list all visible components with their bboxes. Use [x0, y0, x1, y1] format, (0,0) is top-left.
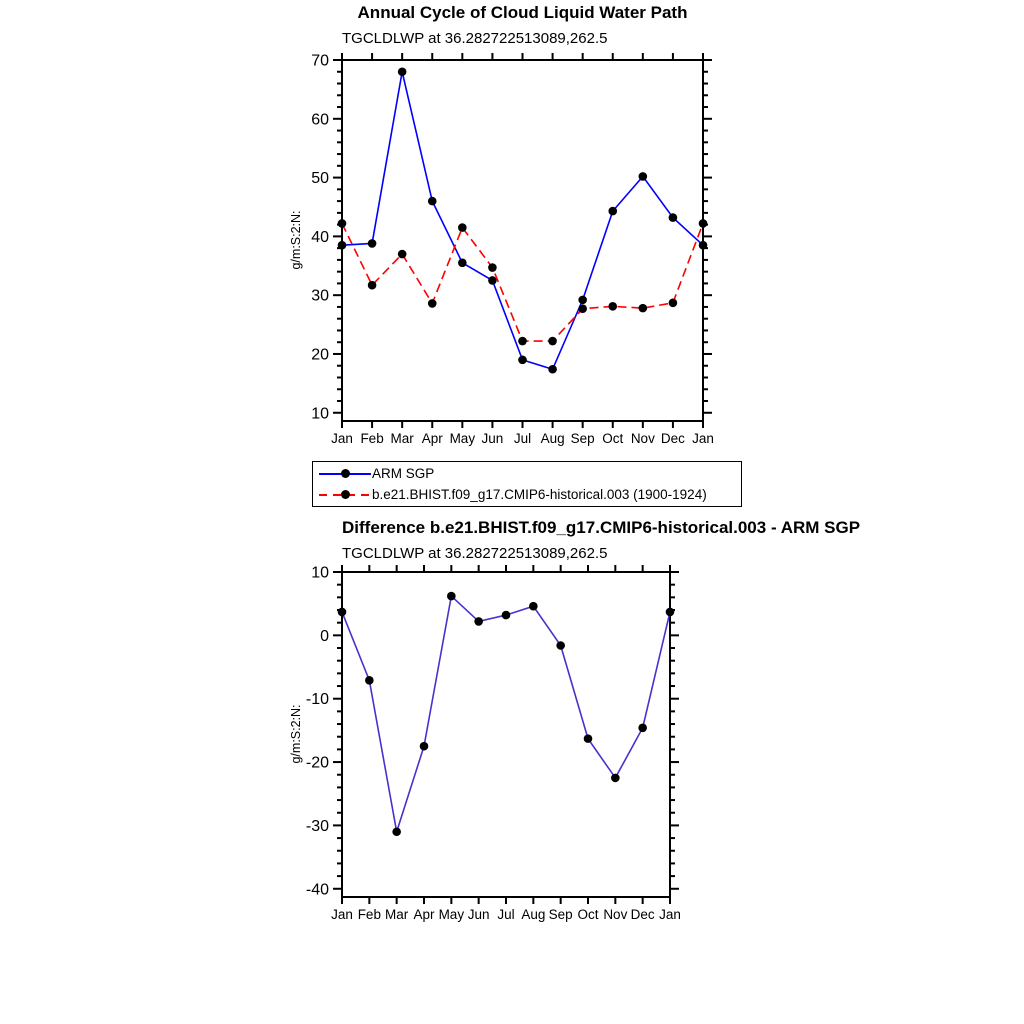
- tick-label: Jun: [481, 431, 504, 446]
- data-point-marker: [398, 250, 407, 259]
- data-point-marker: [420, 742, 429, 751]
- data-point-marker: [368, 281, 377, 290]
- tick-label: Aug: [521, 907, 546, 922]
- top-chart-y-axis-label: g/m:S:2:N:: [289, 210, 303, 270]
- data-point-marker: [428, 299, 437, 308]
- series-difference: [338, 592, 675, 836]
- tick-label: -40: [305, 881, 329, 899]
- data-point-marker: [578, 296, 587, 305]
- data-point-marker: [474, 617, 483, 626]
- tick-label: Mar: [385, 907, 409, 922]
- tick-label: Feb: [360, 431, 384, 446]
- tick-label: May: [438, 907, 465, 922]
- legend-line-sample-dashed-red: [318, 484, 372, 505]
- y-axis: [311, 53, 712, 423]
- data-point-marker: [611, 774, 620, 783]
- data-point-marker: [502, 611, 511, 620]
- tick-label: Sep: [570, 431, 595, 446]
- tick-label: 0: [320, 627, 329, 645]
- tick-label: Jul: [513, 431, 532, 446]
- marker-dot-icon: [341, 490, 350, 499]
- data-point-marker: [608, 302, 617, 311]
- tick-label: Feb: [357, 907, 381, 922]
- data-point-marker: [548, 365, 557, 374]
- tick-label: Nov: [630, 431, 655, 446]
- data-point-marker: [548, 337, 557, 346]
- data-point-marker: [447, 592, 456, 601]
- data-point-marker: [518, 356, 527, 365]
- tick-label: Jan: [659, 907, 681, 922]
- plot-box: [342, 572, 670, 897]
- data-point-marker: [458, 259, 467, 268]
- tick-label: 20: [311, 346, 329, 364]
- tick-label: Jan: [331, 431, 353, 446]
- tick-label: -10: [305, 691, 329, 709]
- tick-label: 10: [311, 405, 329, 423]
- tick-label: Jan: [331, 907, 353, 922]
- tick-label: May: [449, 431, 476, 446]
- tick-label: Mar: [390, 431, 414, 446]
- tick-label: Dec: [630, 907, 655, 922]
- data-point-marker: [578, 304, 587, 313]
- annual-cycle-plot: [311, 53, 714, 447]
- legend-box: [312, 461, 742, 507]
- data-point-marker: [392, 827, 401, 836]
- data-point-marker: [699, 241, 708, 250]
- data-point-marker: [699, 219, 708, 228]
- legend-entry-arm-sgp: [318, 463, 733, 484]
- tick-label: Apr: [413, 907, 435, 922]
- marker-dot-icon: [341, 469, 350, 478]
- tick-label: 60: [311, 111, 329, 129]
- tick-label: 10: [311, 564, 329, 582]
- tick-label: Sep: [548, 907, 573, 922]
- tick-label: Oct: [602, 431, 624, 446]
- data-point-marker: [669, 213, 678, 222]
- data-point-marker: [458, 223, 467, 232]
- data-point-marker: [638, 724, 647, 733]
- tick-label: 70: [311, 52, 329, 70]
- data-point-marker: [368, 239, 377, 248]
- plot-box: [342, 60, 703, 421]
- legend-label: b.e21.BHIST.f09_g17.CMIP6-historical.003 (1900-1924): [372, 487, 707, 502]
- tick-label: Jan: [692, 431, 714, 446]
- data-point-marker: [669, 299, 678, 308]
- tick-label: -20: [305, 754, 329, 772]
- legend-entry-model: [318, 484, 733, 505]
- tick-label: Jun: [467, 907, 490, 922]
- tick-label: 50: [311, 170, 329, 188]
- data-point-marker: [529, 602, 538, 611]
- tick-label: 40: [311, 228, 329, 246]
- data-point-marker: [666, 608, 675, 617]
- tick-label: -30: [305, 817, 329, 835]
- tick-label: Dec: [660, 431, 685, 446]
- tick-label: Nov: [603, 907, 628, 922]
- tick-label: Jul: [497, 907, 515, 922]
- data-point-marker: [338, 219, 347, 228]
- bottom-chart-title: Difference b.e21.BHIST.f09_g17.CMIP6-historical.003 - ARM SGP: [342, 518, 861, 537]
- data-point-marker: [518, 337, 527, 346]
- data-point-marker: [556, 641, 565, 650]
- data-point-marker: [608, 207, 617, 216]
- data-point-marker: [488, 276, 497, 285]
- tick-label: Oct: [577, 907, 599, 922]
- tick-label: Aug: [540, 431, 565, 446]
- tick-label: 30: [311, 287, 329, 305]
- data-point-marker: [639, 304, 648, 313]
- top-chart-subtitle: TGCLDLWP at 36.282722513089,262.5: [342, 30, 608, 47]
- data-point-marker: [639, 172, 648, 181]
- legend-label: ARM SGP: [372, 466, 435, 481]
- bottom-chart-y-axis-label: g/m:S:2:N:: [289, 704, 303, 764]
- tick-label: Apr: [421, 431, 443, 446]
- data-point-marker: [398, 67, 407, 76]
- x-axis: [331, 53, 714, 446]
- series-arm-sgp: [338, 67, 708, 373]
- data-point-marker: [488, 263, 497, 272]
- top-chart-title: Annual Cycle of Cloud Liquid Water Path: [357, 3, 688, 22]
- legend-line-sample-solid-blue: [318, 463, 372, 484]
- data-point-marker: [338, 608, 347, 617]
- series-b-e21-bhist-f09-g17-cmip6-historical-003-1900-1924: [338, 219, 708, 345]
- data-point-marker: [338, 241, 347, 250]
- y-axis: [306, 565, 679, 899]
- data-point-marker: [365, 676, 374, 685]
- data-point-marker: [584, 734, 593, 743]
- bottom-chart-subtitle: TGCLDLWP at 36.282722513089,262.5: [342, 545, 608, 562]
- data-point-marker: [428, 197, 437, 206]
- difference-plot: [306, 565, 681, 923]
